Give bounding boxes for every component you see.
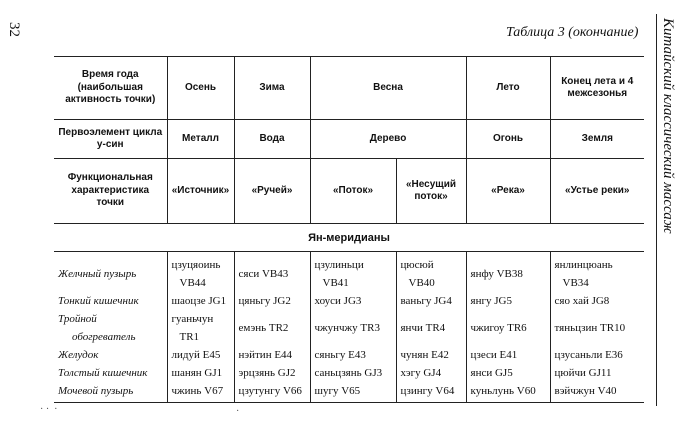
point-name: цзулиньци [314, 259, 364, 271]
season-autumn: Осень [167, 57, 234, 120]
element-fire: Огонь [466, 120, 550, 159]
meridian-name: Желудок [58, 349, 99, 361]
header-row-element [54, 120, 644, 159]
function-flow: «Поток» [310, 159, 396, 224]
table-cell: сяси VB43 [234, 252, 310, 293]
header-label-function: Функциональная характеристика точки [54, 159, 167, 224]
element-metal: Металл [167, 120, 234, 159]
table-cell: лидуй E45 [167, 346, 234, 364]
table-cell [167, 310, 234, 346]
table-cell: вэйчжун V40 [550, 382, 644, 403]
function-carrying-flow: «Несущий поток» [396, 159, 466, 224]
point-name: янлинцюань [554, 259, 613, 271]
point-name: цзуцяоинь [171, 259, 221, 271]
table-cell: хэгу GJ4 [396, 364, 466, 382]
meridian-name [54, 310, 167, 346]
point-name: гуаньчун [171, 313, 214, 325]
table-cell [310, 252, 396, 293]
point-code: VB34 [562, 277, 589, 289]
table-row [54, 292, 644, 310]
function-river: «Река» [466, 159, 550, 224]
header-label-season: Время года (наибольшая активность точки) [54, 57, 167, 120]
table-cell: нэйтин E44 [234, 346, 310, 364]
table-cell: цзингу V64 [396, 382, 466, 403]
table-row [54, 252, 644, 293]
meridian-name-line1: Тройной [58, 313, 97, 325]
table-caption: Таблица 3 (окончание) [506, 25, 639, 40]
table-cell: чжигоу TR6 [466, 310, 550, 346]
table-cell: сяо хай JG8 [550, 292, 644, 310]
table-cell: цюйчи GJ11 [550, 364, 644, 382]
season-winter: Зима [234, 57, 310, 120]
table-cell: хоуси JG3 [310, 292, 396, 310]
section-title: Ян-меридианы [54, 224, 644, 252]
element-wood: Дерево [310, 120, 466, 159]
table-cell: чунян E42 [396, 346, 466, 364]
meridian-name: Желчный пузырь [58, 268, 137, 280]
point-code: VB41 [322, 277, 349, 289]
side-divider [656, 14, 657, 406]
table-cell: куньлунь V60 [466, 382, 550, 403]
meridian-name: Тонкий кишечник [58, 295, 139, 307]
table-cell [167, 252, 234, 293]
table-cell: янфу VB38 [466, 252, 550, 293]
meridian-name: Толстый кишечник [58, 367, 148, 379]
table-cell: тяньцзин TR10 [550, 310, 644, 346]
table-cell: цяньгу JG2 [234, 292, 310, 310]
point-name: цюсюй [400, 259, 434, 271]
season-late-summer: Конец лета и 4 межсезонья [550, 57, 644, 120]
meridian-name: Мочевой пузырь [54, 382, 167, 403]
table-cell: шугу V65 [310, 382, 396, 403]
table-cell [396, 252, 466, 293]
running-title: Китайский классический массаж [660, 18, 676, 234]
table-cell: цзеси E41 [466, 346, 550, 364]
table-cell: эрцзянь GJ2 [234, 364, 310, 382]
function-source: «Источник» [167, 159, 234, 224]
header-row-function [54, 159, 644, 224]
header-row-season [54, 57, 644, 120]
scan-speck: · [236, 406, 240, 417]
table-cell: емэнь TR2 [234, 310, 310, 346]
table-cell: саньцзянь GJ3 [310, 364, 396, 382]
table-cell: цзутунгу V66 [234, 382, 310, 403]
section-row [54, 224, 644, 252]
table-cell: янчи TR4 [396, 310, 466, 346]
acupoint-table [54, 56, 644, 403]
table-row [54, 364, 644, 382]
season-summer: Лето [466, 57, 550, 120]
function-river-mouth: «Устье реки» [550, 159, 644, 224]
element-earth: Земля [550, 120, 644, 159]
point-code: VB44 [179, 277, 206, 289]
point-code: TR1 [179, 331, 200, 343]
table-cell: чжинь V67 [167, 382, 234, 403]
table-row [54, 310, 644, 346]
season-spring: Весна [310, 57, 466, 120]
table-cell: цзусаньли E36 [550, 346, 644, 364]
page-number: 32 [6, 22, 22, 37]
table-row [54, 382, 644, 403]
scan-speck: · · · [40, 404, 58, 415]
table-row [54, 346, 644, 364]
table-cell: чжунчжу TR3 [310, 310, 396, 346]
table-cell: ваньгу JG4 [396, 292, 466, 310]
table-cell: янси GJ5 [466, 364, 550, 382]
table-cell: сяньгу E43 [310, 346, 396, 364]
element-water: Вода [234, 120, 310, 159]
header-label-element: Первоэлемент цикла у-син [54, 120, 167, 159]
table-cell: шаоцзе JG1 [167, 292, 234, 310]
table-cell [550, 252, 644, 293]
function-stream: «Ручей» [234, 159, 310, 224]
meridian-name-line2: обогреватель [72, 331, 136, 343]
point-code: VB40 [408, 277, 435, 289]
table-cell: янгу JG5 [466, 292, 550, 310]
table-cell: шанян GJ1 [167, 364, 234, 382]
